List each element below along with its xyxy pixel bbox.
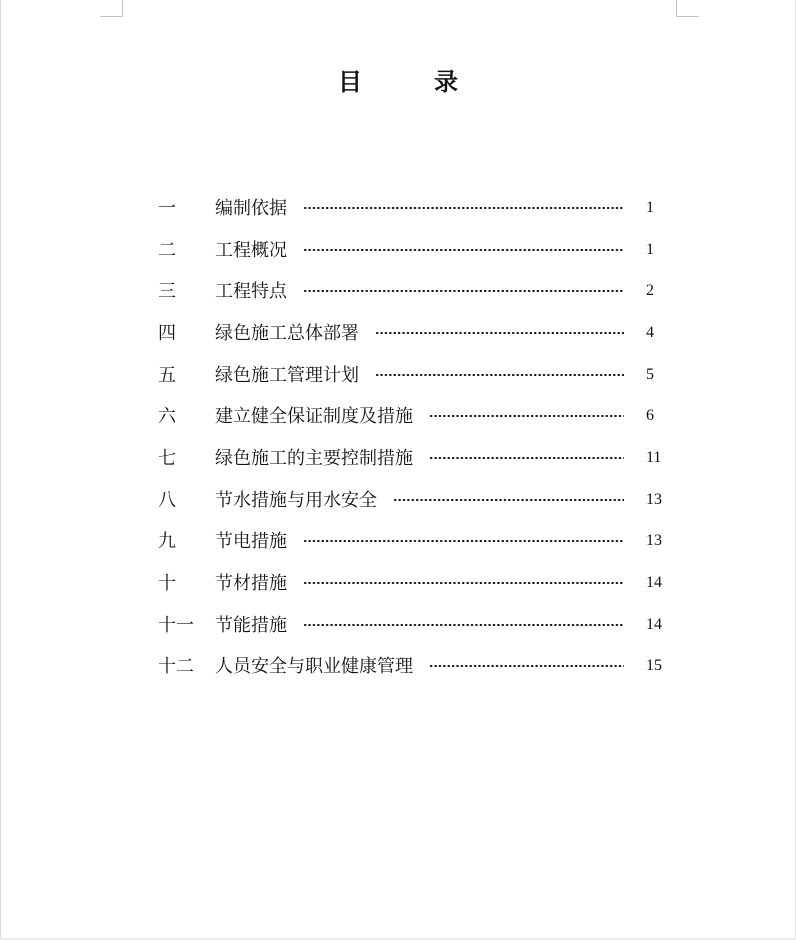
- toc-dot-leader: [303, 582, 624, 584]
- crop-mark-top-left: [100, 0, 123, 17]
- toc-entry[interactable]: [158, 436, 668, 478]
- toc-entry-page: 14: [646, 615, 662, 633]
- toc-entry-title: 建立健全保证制度及措施: [215, 406, 413, 428]
- toc-entry[interactable]: [158, 311, 668, 353]
- page-left-edge: [0, 0, 1, 940]
- toc-entry-number: 十一: [158, 614, 194, 636]
- toc-dot-leader: [303, 249, 624, 251]
- toc-entry-title: 绿色施工的主要控制措施: [215, 447, 413, 469]
- title-char-2: 录: [434, 68, 458, 96]
- toc-entry-number: 八: [158, 489, 176, 511]
- toc-entry-page: 5: [646, 365, 654, 383]
- toc-entry-number: 七: [158, 447, 176, 469]
- toc-entry-title: 节电措施: [215, 531, 287, 553]
- toc-entry-number: 二: [158, 239, 176, 261]
- toc-entry-page: 1: [646, 198, 654, 216]
- toc-entry-page: 14: [646, 574, 662, 592]
- toc-entry[interactable]: [158, 520, 668, 562]
- toc-entry-number: 四: [158, 322, 176, 344]
- toc-entry-title: 绿色施工总体部署: [215, 322, 359, 344]
- toc-dot-leader: [303, 624, 624, 626]
- toc-entry[interactable]: [158, 561, 668, 603]
- toc-entry-number: 十: [158, 573, 176, 595]
- toc-entry-page: 13: [646, 490, 662, 508]
- toc-dot-leader: [375, 332, 624, 334]
- toc-entry[interactable]: [158, 269, 668, 311]
- crop-mark-top-right: [676, 0, 699, 17]
- toc-entry[interactable]: [158, 478, 668, 520]
- toc-dot-leader: [429, 665, 624, 667]
- toc-entry-number: 十二: [158, 656, 194, 678]
- toc-entry[interactable]: [158, 228, 668, 270]
- toc-entry-title: 编制依据: [215, 197, 287, 219]
- toc-entry[interactable]: [158, 394, 668, 436]
- toc-entry[interactable]: [158, 645, 668, 687]
- toc-entry-title: 绿色施工管理计划: [215, 364, 359, 386]
- table-of-contents: [158, 186, 668, 686]
- toc-dot-leader: [429, 457, 624, 459]
- toc-dot-leader: [429, 415, 624, 417]
- toc-entry-title: 节水措施与用水安全: [215, 489, 377, 511]
- toc-entry-title: 工程概况: [215, 239, 287, 261]
- toc-entry-page: 15: [646, 657, 662, 675]
- toc-entry-number: 一: [158, 197, 176, 219]
- toc-entry[interactable]: [158, 353, 668, 395]
- toc-dot-leader: [375, 374, 624, 376]
- toc-entry-number: 五: [158, 364, 176, 386]
- title-char-1: 目: [338, 68, 362, 96]
- toc-entry-page: 4: [646, 323, 654, 341]
- toc-dot-leader: [393, 499, 624, 501]
- toc-entry-title: 工程特点: [215, 281, 287, 303]
- toc-entry[interactable]: [158, 603, 668, 645]
- toc-entry-page: 6: [646, 407, 654, 425]
- toc-dot-leader: [303, 540, 624, 542]
- toc-entry-page: 11: [646, 448, 662, 466]
- toc-entry-title: 节能措施: [215, 614, 287, 636]
- toc-dot-leader: [303, 290, 624, 292]
- toc-dot-leader: [303, 207, 624, 209]
- toc-entry[interactable]: [158, 186, 668, 228]
- toc-entry-title: 人员安全与职业健康管理: [215, 656, 413, 678]
- toc-entry-page: 2: [646, 282, 654, 300]
- toc-entry-number: 三: [158, 281, 176, 303]
- toc-entry-number: 六: [158, 406, 176, 428]
- toc-entry-title: 节材措施: [215, 573, 287, 595]
- toc-entry-page: 1: [646, 240, 654, 258]
- toc-entry-page: 13: [646, 532, 662, 550]
- toc-entry-number: 九: [158, 531, 176, 553]
- page-title: [0, 62, 796, 97]
